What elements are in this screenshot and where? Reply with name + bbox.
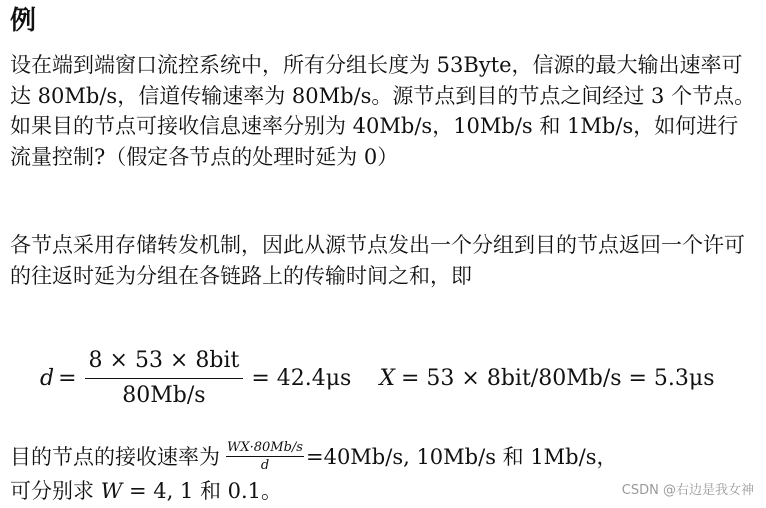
example-heading: 例 — [10, 6, 37, 36]
conclusion-line — [10, 435, 617, 477]
window-result-suffix: = 4, 1 和 0.1。 — [122, 479, 283, 503]
conclusion-suffix: =40Mb/s, 10Mb/s 和 1Mb/s， — [305, 445, 618, 469]
equation-row — [40, 340, 715, 416]
rate-numerator: WX·80Mb/s — [227, 439, 303, 455]
window-result-line — [10, 476, 282, 506]
window-result-prefix: 可分别求 — [10, 479, 101, 503]
rate-denominator: d — [260, 457, 270, 473]
d-result: = 42.4μs — [251, 365, 352, 391]
csdn-watermark: CSDN @右边是我女神 — [621, 483, 754, 498]
d-equals: = — [58, 365, 77, 391]
rate-fraction — [226, 440, 304, 473]
x-variable: X — [379, 365, 395, 391]
d-numerator: 8 × 53 × 8bit — [85, 347, 244, 379]
d-variable: d — [40, 365, 55, 391]
d-denominator: 80Mb/s — [122, 382, 206, 408]
conclusion-prefix: 目的节点的接收速率为 — [10, 445, 220, 469]
window-variable: W — [100, 479, 123, 503]
d-fraction — [85, 347, 244, 410]
solution-intro: 各节点采用存储转发机制，因此从源节点发出一个分组到目的节点返回一个许可的往返时延为分组在各链路上的传输时间之和，即 — [10, 233, 745, 288]
x-expression: = 53 × 8bit/80Mb/s = 5.3μs — [401, 365, 715, 391]
problem-statement: 设在端到端窗口流控系统中，所有分组长度为 53Byte，信源的最大输出速率可达 80Mb/s，信道传输速率为 80Mb/s。源节点到目的节点之间经过 3 个节点。如果目的节点可接收信息速率分别为 40Mb/s，10Mb/s 和 1Mb/s，如何进行流量控制?（假定各节点的处理时延为 0） — [10, 53, 756, 169]
